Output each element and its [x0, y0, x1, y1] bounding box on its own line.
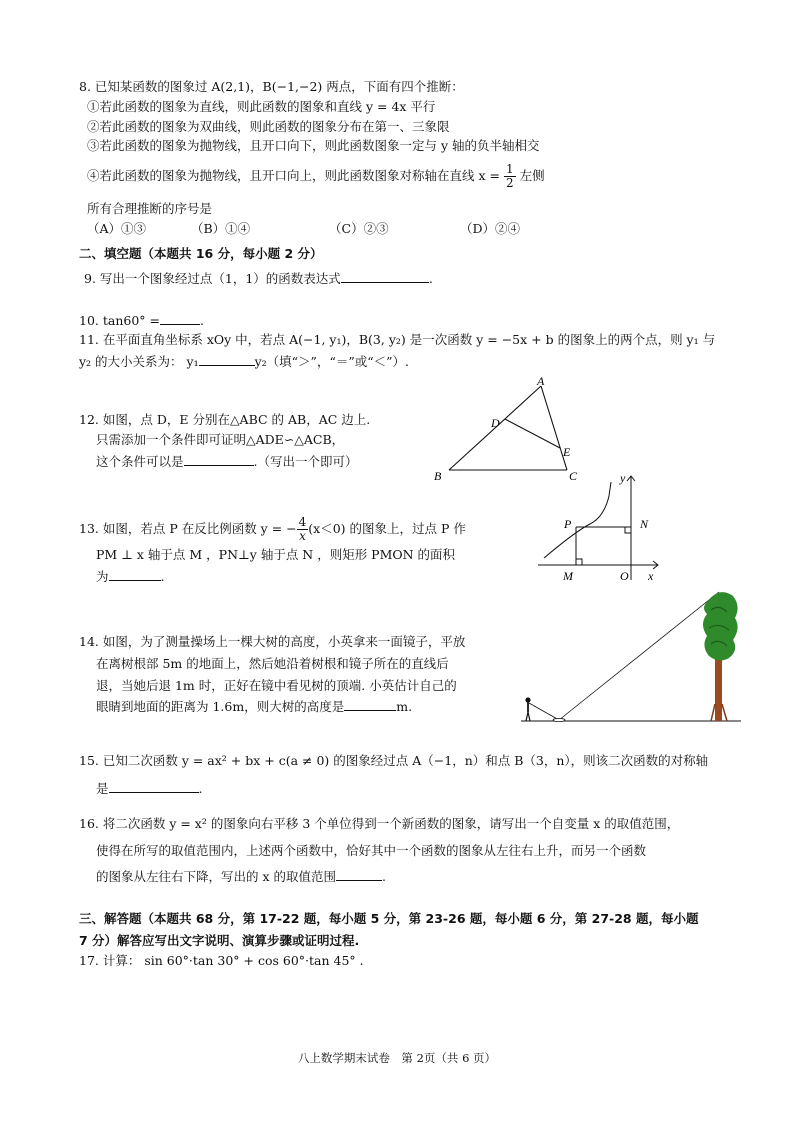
label-b: B [434, 469, 442, 483]
q13-answer-blank[interactable] [109, 567, 161, 581]
q14-text-a: 眼睛到地面的距离为 1.6m，则大树的高度是 [96, 699, 345, 714]
q15-text-a: 是 [96, 781, 109, 796]
q8-ask: 所有合理推断的序号是 [87, 201, 213, 216]
segment-de [505, 419, 560, 448]
q12-text-a: 这个条件可以是 [96, 454, 184, 469]
q8-statement-1: ①若此函数的图象为直线，则此函数的图象和直线 y = 4x 平行 [87, 99, 436, 114]
q12-line-1: 12. 如图，点 D，E 分别在△ABC 的 AB，AC 边上. [79, 412, 371, 427]
q10-answer-blank[interactable] [160, 311, 200, 325]
q11-line-2 [79, 352, 409, 371]
q8-option-b: （B）①④ [191, 221, 251, 236]
tree-icon [703, 592, 738, 721]
q9-text: 9. 写出一个图象经过点（1，1）的函数表达式 [84, 271, 341, 286]
q11-text-b: y₂（填“＞”，“＝”或“＜”）. [254, 354, 409, 369]
q13-line-3 [96, 567, 165, 586]
label-c: C [569, 469, 578, 483]
q14-answer-blank[interactable] [344, 697, 396, 711]
q13-line-2: PM ⊥ x 轴于点 M ，PN⊥y 轴于点 N ，则矩形 PMON 的面积 [96, 547, 456, 562]
label-m: M [563, 569, 573, 583]
girl-person-icon [525, 697, 530, 721]
label-x: x [648, 569, 654, 583]
q16-line-1: 16. 将二次函数 y = x² 的图象向右平移 3 个单位得到一个新函数的图象，请写出一个自变量 x 的取值范围， [79, 816, 680, 831]
q13-text-a: 13. 如图，若点 P 在反比例函数 y = − [79, 521, 297, 536]
q14-tree-mirror-figure [519, 584, 744, 726]
q8-s4-end: 左侧 [519, 168, 545, 183]
q14-text-b: m. [396, 699, 413, 714]
section-2-title: 二、填空题（本题共 16 分，每小题 2 分） [79, 246, 323, 261]
q8-option-d: （D）②④ [460, 221, 521, 236]
q8-stem: 8. 已知某函数的图象过 A(2,1)，B(−1,−2) 两点，下面有四个推断： [79, 79, 464, 94]
q8-fraction: $\frac{1}{2}$ [505, 162, 514, 190]
q10-end: . [199, 313, 204, 328]
q8-statement-2: ②若此函数的图象为双曲线，则此函数的图象分布在第一、三象限 [87, 119, 450, 134]
q8-option-c: （C）②③ [329, 221, 389, 236]
q10-text: 10. tan60° = [79, 313, 160, 328]
q11-answer-blank[interactable] [199, 352, 255, 366]
q15-answer-blank[interactable] [109, 779, 199, 793]
label-p: P [564, 517, 572, 531]
q15-line-1: 15. 已知二次函数 y = ax² + bx + c(a ≠ 0) 的图象经过点 A（−1，n）和点 B（3，n），则该二次函数的对称轴 [79, 753, 709, 768]
label-n: N [640, 517, 649, 531]
q10 [79, 311, 204, 330]
q13-text-a: 为 [96, 569, 109, 584]
q12-line-3 [96, 452, 358, 471]
q8-s4-text: ④若此函数的图象为抛物线，且开口向上，则此函数图象对称轴在直线 x = [87, 168, 500, 183]
right-angle-m [576, 559, 582, 565]
q12-line-2: 只需添加一个条件即可证明△ADE∽△ACB， [96, 432, 345, 447]
q13-coordinate-figure [536, 468, 666, 584]
q17: 17. 计算： sin 60°·tan 30° + cos 60°·tan 45° . [79, 953, 364, 968]
q12-text-b: .（写出一个即可） [253, 454, 358, 469]
q16-line-2: 使得在所写的取值范围内，上述两个函数中，恰好其中一个函数的图象从左往右上升，而另一个函数 [96, 843, 647, 858]
mirror [553, 718, 565, 721]
page-footer: 八上数学期末试卷 第 2页（共 6 页） [297, 1051, 497, 1065]
q9-answer-blank[interactable] [341, 269, 429, 283]
q16-text-b: . [382, 869, 386, 884]
q13-line-1 [79, 514, 466, 544]
label-e: E [563, 445, 571, 459]
q14-line-2: 在离树根部 5m 的地面上，然后她沿着树根和镜子所在的直线后 [96, 656, 449, 671]
q12-answer-blank[interactable] [184, 452, 254, 466]
q9-end: . [428, 271, 433, 286]
label-y: y [620, 471, 626, 485]
q13-text-b: . [160, 569, 165, 584]
label-o: O [620, 569, 629, 583]
hyperbola-curve [544, 482, 611, 558]
q14-line-4 [96, 697, 412, 716]
q13-fraction: $\frac{4}{x}$ [298, 515, 307, 543]
section-3-title-line-1: 三、解答题（本题共 68 分，第 17-22 题，每小题 5 分，第 23-26 题，每小题 6 分，第 27-28 题，每小题 [79, 911, 699, 926]
q16-line-3 [96, 867, 386, 886]
sight-lines [529, 592, 719, 720]
right-angle-n [625, 527, 631, 533]
q13-text-b: (x＜0) 的图象上，过点 P 作 [308, 521, 466, 536]
label-a: A [537, 374, 545, 388]
q8-statement-4 [87, 163, 545, 190]
q9 [84, 269, 433, 288]
q11-line-1: 11. 在平面直角坐标系 xOy 中，若点 A(−1, y₁)，B(3, y₂) 是一次函数 y = −5x + b 的图象上的两个点，则 y₁ 与 [79, 332, 716, 347]
q14-line-3: 退，当她后退 1m 时，正好在镜中看见树的顶端. 小英估计自己的 [96, 678, 457, 693]
q8-option-a: （A）①③ [87, 221, 147, 236]
q14-line-1: 14. 如图，为了测量操场上一棵大树的高度，小英拿来一面镜子，平放 [79, 634, 466, 649]
q15-line-2 [96, 779, 203, 798]
section-3-title-line-2: 7 分）解答应写出文字说明、演算步骤或证明过程. [79, 933, 360, 948]
q16-text-a: 的图象从左往右下降，写出的 x 的取值范围 [96, 869, 336, 884]
label-d: D [491, 416, 500, 430]
q15-text-b: . [198, 781, 203, 796]
q16-answer-blank[interactable] [336, 867, 382, 881]
q8-statement-3: ③若此函数的图象为抛物线，且开口向下，则此函数图象一定与 y 轴的负半轴相交 [87, 138, 540, 153]
q11-text-a: y₂ 的大小关系为： y₁ [79, 354, 199, 369]
